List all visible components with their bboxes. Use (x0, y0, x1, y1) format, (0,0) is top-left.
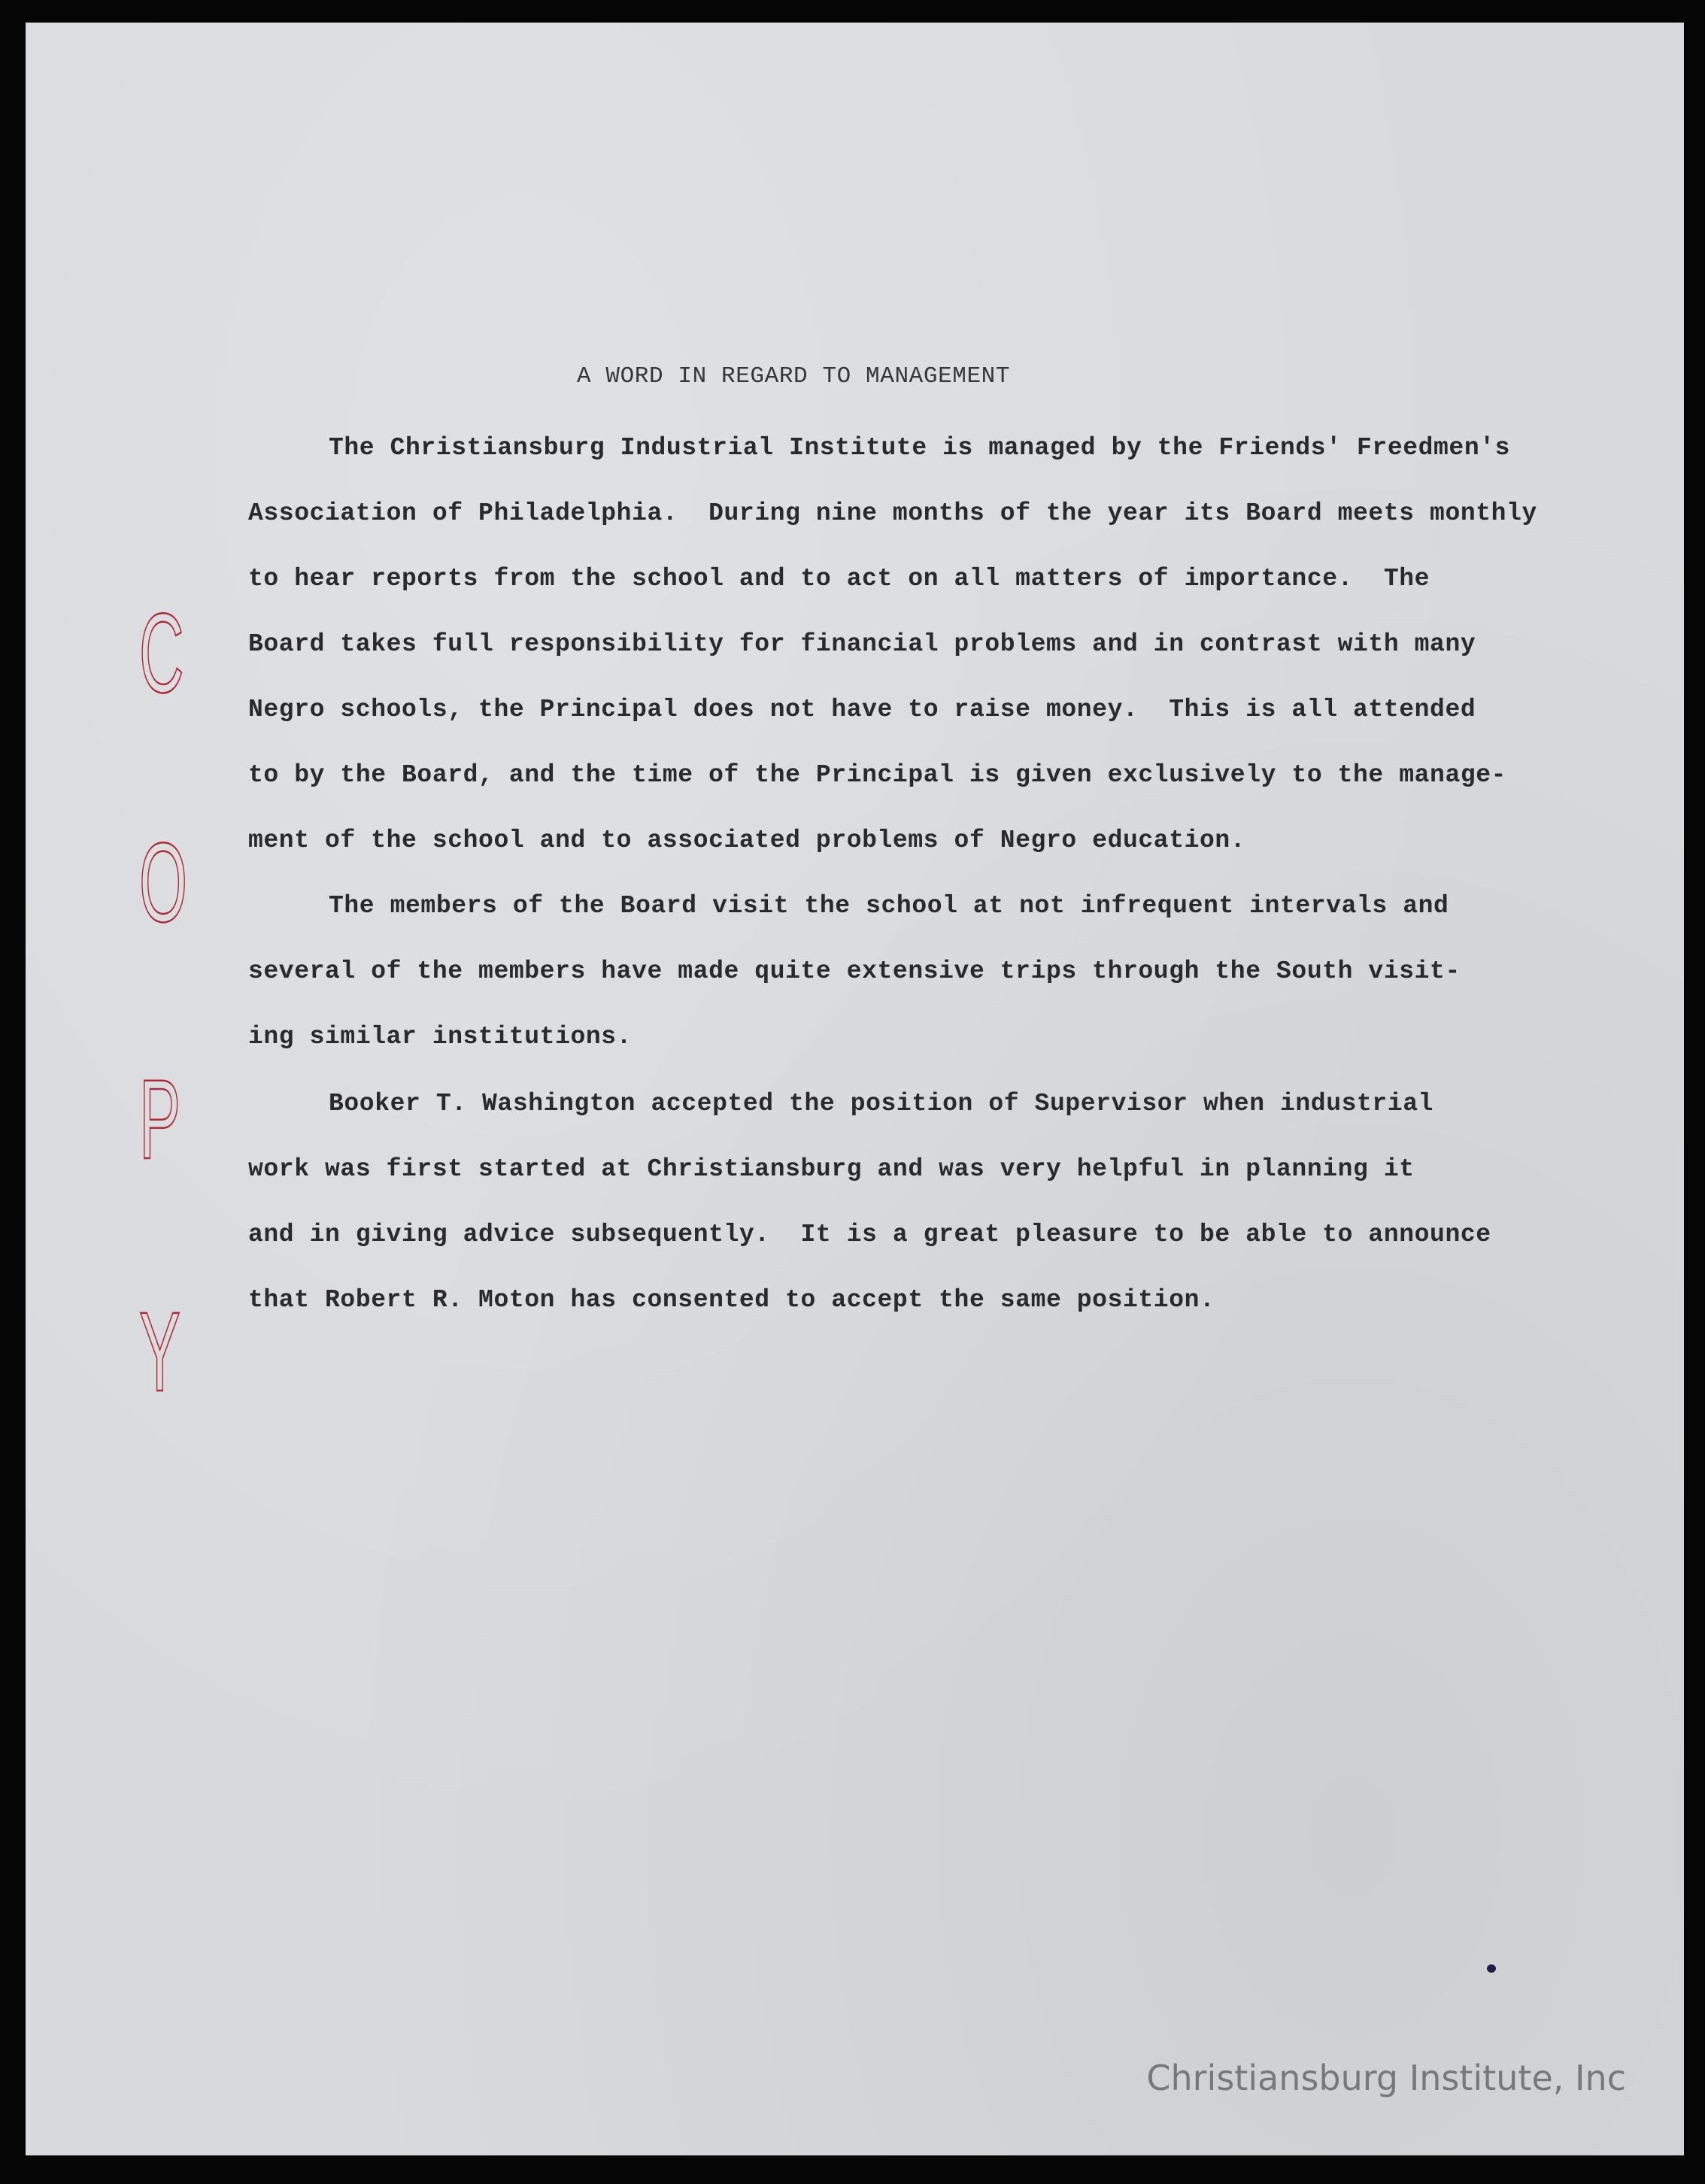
watermark: Christiansburg Institute, Inc (1146, 2058, 1626, 2098)
copy-stamp-letter: O (139, 819, 188, 945)
body-line: The Christiansburg Industrial Institute is managed by the Friends' Freedmen's (329, 434, 1511, 462)
body-line: The members of the Board visit the school at not infrequent intervals and (329, 892, 1449, 920)
body-line: that Robert R. Moton has consented to accept the same position. (248, 1286, 1215, 1314)
copy-stamp-letter: P (139, 1056, 181, 1182)
ink-speck (1487, 1964, 1496, 1973)
body-line: ment of the school and to associated problems of Negro education. (248, 827, 1246, 854)
body-line: ing similar institutions. (248, 1023, 633, 1051)
body-line: several of the members have made quite extensive trips through the South visit- (248, 957, 1461, 985)
body-line: to by the Board, and the time of the Principal is given exclusively to the manage- (248, 761, 1507, 789)
copy-stamp-letter: C (139, 590, 184, 716)
body-line: Booker T. Washington accepted the position of Supervisor when industrial (329, 1090, 1434, 1118)
document-title: A WORD IN REGARD TO MANAGEMENT (577, 363, 1011, 390)
document-page (26, 23, 1684, 2155)
copy-stamp-letter: Y (139, 1288, 181, 1415)
body-line: to hear reports from the school and to act on all matters of importance. The (248, 565, 1430, 593)
body-line: work was first started at Christiansburg and was very helpful in planning it (248, 1155, 1415, 1183)
body-line: Negro schools, the Principal does not have to raise money. This is all attended (248, 696, 1476, 723)
body-line: Association of Philadelphia. During nine months of the year its Board meets monthly (248, 499, 1537, 527)
body-line: and in giving advice subsequently. It is a great pleasure to be able to announce (248, 1221, 1491, 1248)
body-line: Board takes full responsibility for financial problems and in contrast with many (248, 630, 1476, 658)
